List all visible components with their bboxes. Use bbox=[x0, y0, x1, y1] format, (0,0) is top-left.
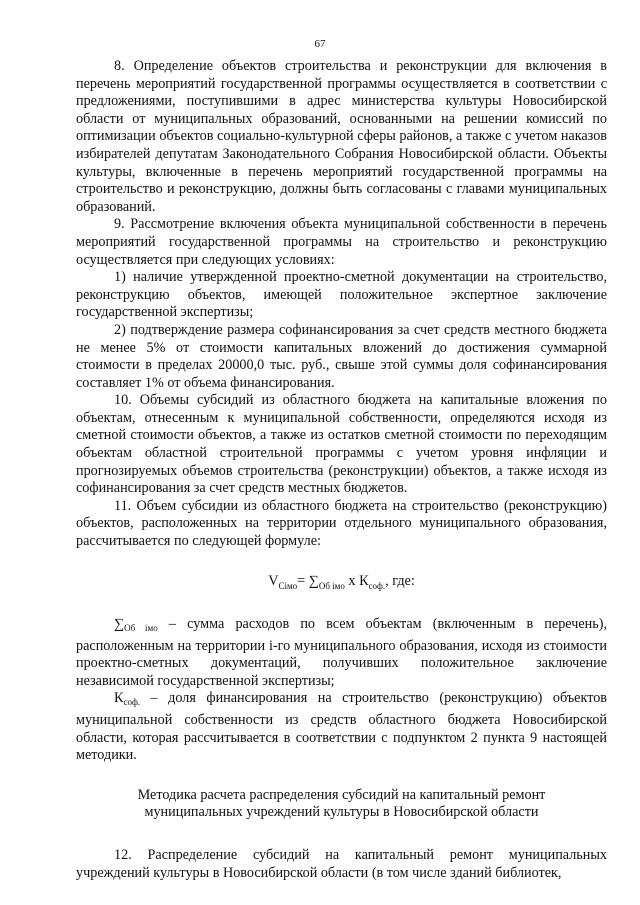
sum-symbol: ∑ bbox=[308, 572, 319, 589]
paragraph-12: 12. Распределение субсидий на капитальный ремонт муниципальных учреждений культуры в Новосибирской области (в том числе зданий библиотек, bbox=[76, 846, 607, 881]
subsidy-formula bbox=[76, 573, 607, 595]
definition-k-subscript: соф. bbox=[123, 697, 141, 708]
definition-k bbox=[76, 690, 607, 764]
definition-sum-subscript: Об iмо bbox=[124, 623, 158, 634]
formula-tail: , где: bbox=[385, 572, 415, 589]
document-body bbox=[76, 58, 607, 882]
paragraph-9-item-1: 1) наличие утвержденной проектно-сметной документации на строительство, реконструкцию объектов, имеющей положительное экспертное заключение государственной экспертизы; bbox=[76, 269, 607, 321]
formula-k-subscript: соф. bbox=[368, 580, 386, 591]
formula-sum-subscript: Об iмо bbox=[318, 580, 345, 591]
definition-k-symbol: К bbox=[114, 690, 124, 707]
page-number: 67 bbox=[314, 38, 326, 50]
paragraph-11: 11. Объем субсидии из областного бюджета на строительство (реконструкцию) объектов, расположенных на территории отдельного муниципального образования, рассчитывается по следующей формуле: bbox=[76, 497, 607, 550]
section-heading-line-2: муниципальных учреждений культуры в Новосибирской области bbox=[144, 804, 539, 821]
definition-k-text: – доля финансирования на строительство (реконструкцию) объектов муниципальной собственности из средств областного бюджета Новосибирской области, которая рассчитывается в соответствии с подпунктом 2 пункта 9 настоящей методики. bbox=[76, 690, 607, 764]
definition-sum-symbol: ∑ bbox=[114, 616, 125, 633]
formula-lhs: V bbox=[268, 572, 279, 589]
section-heading bbox=[76, 787, 607, 822]
paragraph-9-item-2: 2) подтверждение размера софинансирования за счет средств местного бюджета не менее 5% от стоимости капитальных вложений до достижения суммарной стоимости в пределах 20000,0 тыс. руб., свыше этой суммы доля софинансирования составляет 1% от объема финансирования. bbox=[76, 321, 607, 391]
definition-sum-text: – сумма расходов по всем объектам (включенным в перечень), расположенным на территории i-го муниципального образования, исходя из стоимости проектно-сметных документаций, получивших положительное заключение независимой государственной экспертизы; bbox=[76, 616, 607, 689]
paragraph-9: 9. Рассмотрение включения объекта муниципальной собственности в перечень мероприятий государственной программы на строительство и реконструкцию осуществляется при следующих условиях: bbox=[76, 216, 607, 268]
formula-times: х К bbox=[344, 572, 369, 589]
formula-lhs-subscript: Ciмo bbox=[278, 580, 298, 591]
definition-sum bbox=[76, 616, 607, 690]
paragraph-8: 8. Определение объектов строительства и реконструкции для включения в перечень мероприятий государственной программы осуществляется в соответствии с предложениями, поступившими в адрес министерства культуры Новосибирской области от муниципальных образований, основанными на решении комиссий по оптимизации объектов социально-культурной сферы районов, а также с учетом наказов избирателей депутатам Законодательного Собрания Новосибирской области. Объекты культуры, включенные в перечень мероприятий государственной программы на строительство и реконструкцию, должны быть согласованы с главами муниципальных образований. bbox=[76, 58, 607, 215]
formula-equals: = bbox=[297, 572, 309, 589]
paragraph-10: 10. Объемы субсидий из областного бюджета на капитальные вложения по объектам, отнесенным к муниципальной собственности, определяются исходя из сметной стоимости объектов, а также из остатков сметной стоимости по переходящим объектам областной строительной программы с учетом уровня инфляции и прогнозируемых объемов строительства (реконструкции) объектов, а также исходя из софинансирования за счет средств местных бюджетов. bbox=[76, 392, 607, 497]
section-heading-line-1: Методика расчета распределения субсидий на капитальный ремонт bbox=[137, 786, 546, 803]
